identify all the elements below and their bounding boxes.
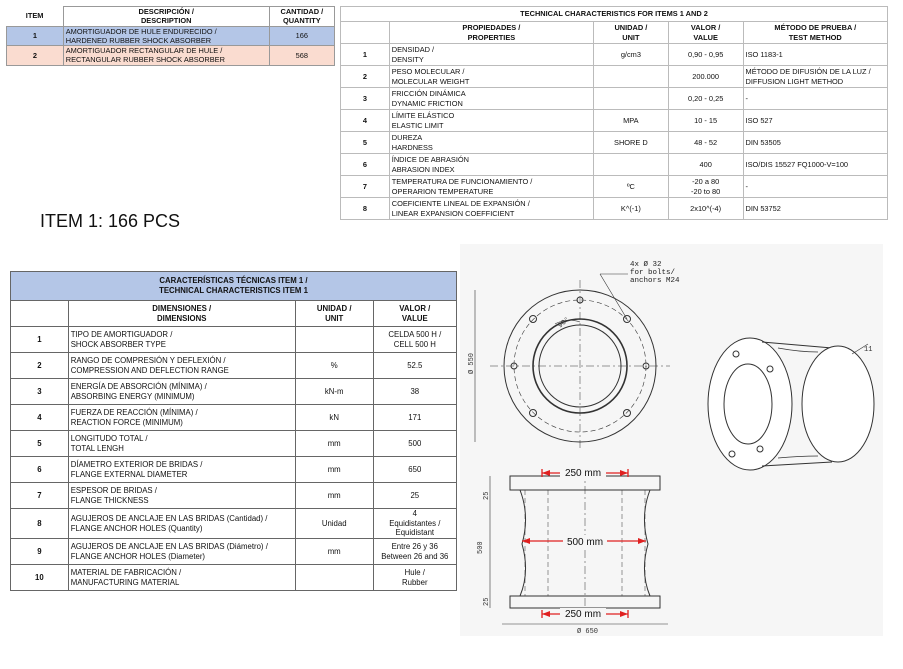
value: -20 a 80 -20 to 80 [668,176,743,198]
value: 400 [668,154,743,176]
dimension: MATERIAL DE FABRICACIÓN / MANUFACTURING MATERIAL [68,565,295,591]
unit [295,327,373,353]
table-row [11,379,457,405]
row-number: 7 [341,176,390,198]
dimension: LONGITUDO TOTAL / TOTAL LENGH [68,431,295,457]
item-number: 1 [7,26,64,46]
item1-header-unit: UNIDAD / UNIT [295,301,373,327]
unit: K^(-1) [594,198,669,220]
value: CELDA 500 H / CELL 500 H [373,327,456,353]
row-number: 4 [11,405,69,431]
flange-thickness-bottom-label: 25 [483,597,491,606]
value: 0,90 - 0,95 [668,44,743,66]
unit: kN-m [295,379,373,405]
unit: MPA [594,110,669,132]
dimension: DÍAMETRO EXTERIOR DE BRIDAS / FLANGE EXTERNAL DIAMETER [68,457,295,483]
table-row [341,154,888,176]
table-row [11,327,457,353]
row-number: 2 [341,66,390,88]
property: DENSIDAD / DENSITY [389,44,593,66]
item-quantity: 568 [269,46,334,66]
test-method: - [743,88,887,110]
test-method: ISO 1183-1 [743,44,887,66]
dia-550-label: Ø 550 [468,352,476,374]
tech-characteristics-table [340,6,888,220]
test-method: DIN 53752 [743,198,887,220]
test-method: ISO/DIS 15527 FQ1000-V=100 [743,154,887,176]
row-number: 4 [341,110,390,132]
table-row [341,176,888,198]
item1-header-value: VALOR / VALUE [373,301,456,327]
table-row [11,405,457,431]
row-number: 8 [11,509,69,539]
property: TEMPERATURA DE FUNCIONAMIENTO / OPERARION TEMPERATURE [389,176,593,198]
item-description: AMORTIGUADOR RECTANGULAR DE HULE / RECTANGULAR RUBBER SHOCK ABSORBER [63,46,269,66]
table-row [11,431,457,457]
property: LÍMITE ELÁSTICO ELASTIC LIMIT [389,110,593,132]
row-number: 1 [11,327,69,353]
iso-back-flange [802,346,874,462]
row-number: 8 [341,198,390,220]
test-method: - [743,176,887,198]
dim-250-bottom-label: 250 mm [564,609,602,620]
unit [594,66,669,88]
dimension: RANGO DE COMPRESIÓN Y DEFLEXIÓN / COMPRESSION AND DEFLECTION RANGE [68,353,295,379]
dimension: ESPESOR DE BRIDAS / FLANGE THICKNESS [68,483,295,509]
unit: Unidad [295,509,373,539]
unit: SHORE D [594,132,669,154]
value: 171 [373,405,456,431]
table-row [341,88,888,110]
value: 52.5 [373,353,456,379]
tech12-header-property: PROPIEDADES / PROPERTIES [389,22,593,44]
table-row [7,26,335,46]
row-number: 10 [11,565,69,591]
value: 38 [373,379,456,405]
dimension: TIPO DE AMORTIGUADOR / SHOCK ABSORBER TYPE [68,327,295,353]
value: Entre 26 y 36 Between 26 and 36 [373,539,456,565]
item1-quantity-label: ITEM 1: 166 PCS [40,211,181,231]
table-row [11,353,457,379]
table-row [341,66,888,88]
items-header-item: ITEM [25,11,44,21]
tech12-header-value: VALOR / VALUE [668,22,743,44]
dimension: AGUJEROS DE ANCLAJE EN LAS BRIDAS (Diámetro) / FLANGE ANCHOR HOLES (Diameter) [68,539,295,565]
row-number: 2 [11,353,69,379]
property: PESO MOLECULAR / MOLECULAR WEIGHT [389,66,593,88]
row-number: 9 [11,539,69,565]
table-row [341,198,888,220]
table-row [11,509,457,539]
items-header-quantity: CANTIDAD / QUANTITY [269,7,334,27]
value: Hule / Rubber [373,565,456,591]
value: 650 [373,457,456,483]
hole-note-line: 4x Ø 32 [630,261,662,269]
unit: mm [295,431,373,457]
item1-table-title: CARACTERÍSTICAS TÉCNICAS ITEM 1 / TECHNICAL CHARACTERISTICS ITEM 1 [11,272,457,301]
item-quantity: 166 [269,26,334,46]
test-method: DIN 53505 [743,132,887,154]
table-row [11,483,457,509]
hole-note-line: for bolts/ [630,269,676,277]
value: 4 Equidistantes / Equidistant [373,509,456,539]
tech12-header-unit: UNIDAD / UNIT [594,22,669,44]
test-method: ISO 527 [743,110,887,132]
property: FRICCIÓN DINÁMICA DYNAMIC FRICTION [389,88,593,110]
table-row [341,44,888,66]
tech12-header-n [341,22,390,44]
hole-note-line: anchors M24 [630,277,680,285]
unit: kN [295,405,373,431]
value: 0,20 - 0,25 [668,88,743,110]
item1-header-dimension: DIMENSIONES / DIMENSIONS [68,301,295,327]
table-row [11,539,457,565]
row-number: 5 [341,132,390,154]
unit: g/cm3 [594,44,669,66]
row-number: 7 [11,483,69,509]
unit [594,154,669,176]
shock-absorber-drawing [460,244,883,636]
length-side-label: 500 [477,541,485,554]
dim-500-label: 500 mm [566,537,604,548]
row-number: 3 [341,88,390,110]
ref-11-label: 11 [864,346,873,354]
tech12-title: TECHNICAL CHARACTERISTICS FOR ITEMS 1 AND 2 [341,7,888,22]
angle-label: 90° [556,316,572,331]
property: COEFICIENTE LINEAL DE EXPANSIÓN / LINEAR EXPANSION COEFFICIENT [389,198,593,220]
dimension: FUERZA DE REACCIÓN (MÍNIMA) / REACTION FORCE (MINIMUM) [68,405,295,431]
table-row [341,110,888,132]
value: 48 - 52 [668,132,743,154]
unit: ºC [594,176,669,198]
dim-250-top-label: 250 mm [564,468,602,479]
tech12-header-method: MÉTODO DE PRUEBA / TEST METHOD [743,22,887,44]
row-number: 3 [11,379,69,405]
test-method: MÉTODO DE DIFUSIÓN DE LA LUZ / DIFFUSION LIGHT METHOD [743,66,887,88]
item-description: AMORTIGUADOR DE HULE ENDURECIDO / HARDENED RUBBER SHOCK ABSORBER [63,26,269,46]
row-number: 5 [11,431,69,457]
table-row [7,46,335,66]
item1-characteristics-table [10,271,457,591]
value: 200.000 [668,66,743,88]
table-row [341,132,888,154]
row-number: 1 [341,44,390,66]
items-header-description: DESCRIPCIÓN / DESCRIPTION [63,7,269,27]
property: ÍNDICE DE ABRASIÓN ABRASION INDEX [389,154,593,176]
dimension: AGUJEROS DE ANCLAJE EN LAS BRIDAS (Cantidad) / FLANGE ANCHOR HOLES (Quantity) [68,509,295,539]
item1-header-n [11,301,69,327]
items-table [6,6,335,66]
unit [594,88,669,110]
dimension: ENERGÍA DE ABSORCIÓN (MÍNIMA) / ABSORBING ENERGY (MINIMUM) [68,379,295,405]
value: 2x10^(-4) [668,198,743,220]
unit: mm [295,483,373,509]
value: 500 [373,431,456,457]
dia-650-label: Ø 650 [577,628,599,636]
flange-thickness-top-label: 25 [483,491,491,500]
unit: mm [295,457,373,483]
table-row [11,457,457,483]
row-number: 6 [11,457,69,483]
value: 25 [373,483,456,509]
value: 10 - 15 [668,110,743,132]
row-number: 6 [341,154,390,176]
unit [295,565,373,591]
property: DUREZA HARDNESS [389,132,593,154]
item-number: 2 [7,46,64,66]
iso-front-flange [708,338,792,470]
table-row [11,565,457,591]
unit: mm [295,539,373,565]
unit: % [295,353,373,379]
